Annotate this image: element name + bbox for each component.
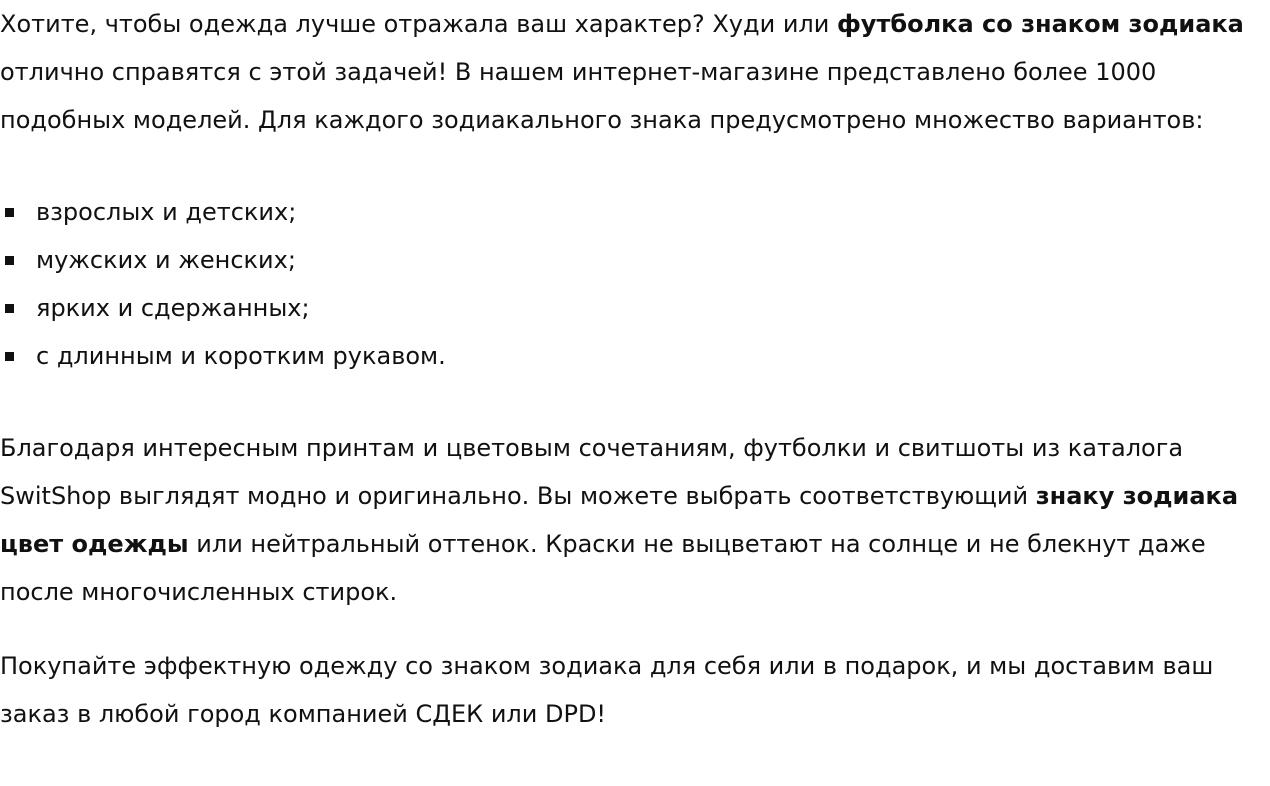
list-item-label: мужских и женских; <box>36 246 296 274</box>
list-item-label: взрослых и детских; <box>36 198 297 226</box>
features-text-end: или нейтральный оттенок. Краски не выцветают на солнце и не блекнут даже после многочисленных стирок. <box>0 530 1206 606</box>
intro-paragraph <box>0 0 1270 144</box>
variants-list <box>0 188 1270 380</box>
list-item-label: с длинным и коротким рукавом. <box>36 342 446 370</box>
delivery-paragraph: Покупайте эффектную одежду со знаком зодиака для себя или в подарок, и мы доставим ваш заказ в любой город компанией СДЕК или DPD! <box>0 652 1214 728</box>
square-bullet-icon <box>5 256 14 265</box>
list-item <box>0 236 1270 284</box>
list-item <box>0 284 1270 332</box>
intro-text-end: отлично справятся с этой задачей! В нашем интернет-магазине представлено более 1000 подобных моделей. Для каждого зодиакального знака предусмотрено множество вариантов: <box>0 58 1204 134</box>
features-text-start: Благодаря интересным принтам и цветовым сочетаниям, футболки и свитшоты из каталога SwitShop выглядят модно и оригинально. Вы можете выбрать соответствующий <box>0 434 1184 510</box>
features-paragraph <box>0 424 1270 616</box>
square-bullet-icon <box>5 352 14 361</box>
intro-text-start: Хотите, чтобы одежда лучше отражала ваш характер? Худи или <box>0 10 837 38</box>
intro-bold-phrase: футболка со знаком зодиака <box>836 10 1244 38</box>
list-item <box>0 332 1270 380</box>
square-bullet-icon <box>5 304 14 313</box>
features-bold-phrase: знаку зодиака цвет одежды <box>0 482 1239 558</box>
square-bullet-icon <box>5 208 14 217</box>
list-item-label: ярких и сдержанных; <box>36 294 310 322</box>
list-item <box>0 188 1270 236</box>
